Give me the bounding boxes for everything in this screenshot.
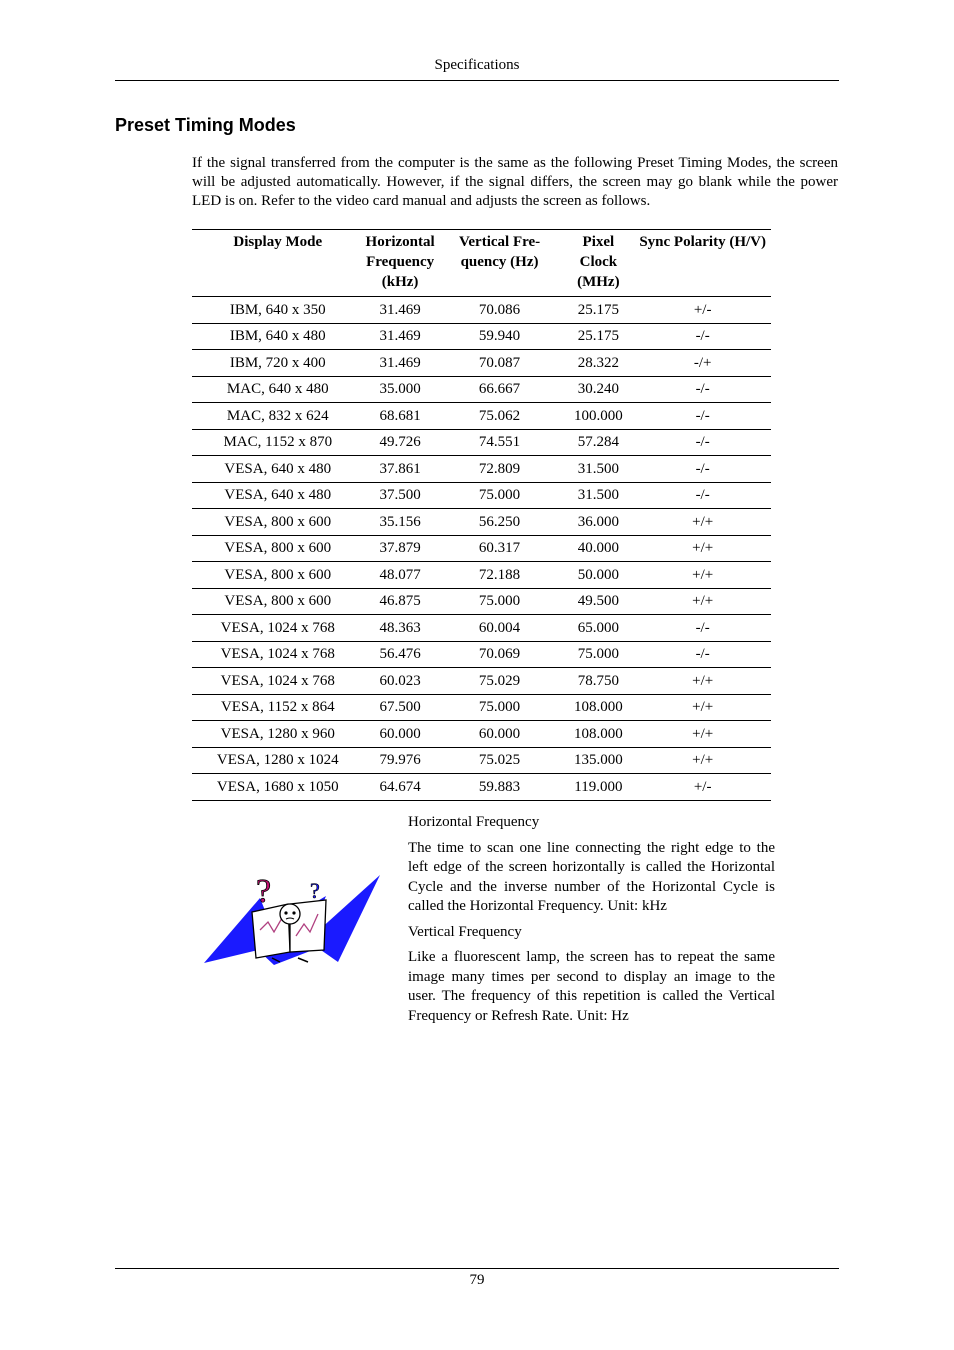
pixel-clock-cell: 40.000 xyxy=(562,535,634,562)
display-mode-cell: MAC, 832 x 624 xyxy=(192,403,364,430)
sync-polarity-cell: -/- xyxy=(634,615,771,642)
table-row xyxy=(192,774,771,801)
sync-polarity-cell: +/+ xyxy=(634,694,771,721)
horizontal-frequency-cell: 79.976 xyxy=(364,747,437,774)
pixel-clock-cell: 78.750 xyxy=(562,668,634,695)
display-mode-cell: IBM, 640 x 350 xyxy=(192,297,364,324)
sync-polarity-cell: -/- xyxy=(634,403,771,430)
pixel-clock-cell: 25.175 xyxy=(562,323,634,350)
table-row xyxy=(192,350,771,377)
horizontal-frequency-cell: 48.077 xyxy=(364,562,437,589)
header-horizontal-frequency: Horizontal Frequency (kHz) xyxy=(364,230,437,297)
horizontal-frequency-cell: 49.726 xyxy=(364,429,437,456)
sync-polarity-cell: +/+ xyxy=(634,535,771,562)
vertical-frequency-cell: 56.250 xyxy=(437,509,563,536)
sync-polarity-cell: -/+ xyxy=(634,350,771,377)
header-sync-polarity: Sync Polarity (H/V) xyxy=(634,230,771,297)
vertical-frequency-cell: 70.069 xyxy=(437,641,563,668)
display-mode-cell: VESA, 800 x 600 xyxy=(192,562,364,589)
sync-polarity-cell: +/- xyxy=(634,297,771,324)
vertical-frequency-cell: 66.667 xyxy=(437,376,563,403)
table-row xyxy=(192,641,771,668)
display-mode-cell: VESA, 800 x 600 xyxy=(192,535,364,562)
horizontal-frequency-cell: 64.674 xyxy=(364,774,437,801)
display-mode-cell: VESA, 1280 x 960 xyxy=(192,721,364,748)
vertical-frequency-cell: 70.086 xyxy=(437,297,563,324)
horizontal-frequency-cell: 37.879 xyxy=(364,535,437,562)
vertical-frequency-cell: 72.188 xyxy=(437,562,563,589)
page-number: 79 xyxy=(469,1272,485,1288)
intro-paragraph: If the signal transferred from the computer is the same as the following Preset Timing Modes, the screen will be adjusted automatically. However, if the signal differs, the screen may go blank while the power LED is on. Refer to the video card manual and adjusts the screen as follows. xyxy=(192,155,838,209)
header-vertical-frequency: Vertical Fre-quency (Hz) xyxy=(437,230,563,297)
header-pixel-clock: Pixel Clock (MHz) xyxy=(562,230,634,297)
horizontal-frequency-cell: 37.500 xyxy=(364,482,437,509)
sync-polarity-cell: -/- xyxy=(634,376,771,403)
display-mode-cell: MAC, 1152 x 870 xyxy=(192,429,364,456)
table-row xyxy=(192,403,771,430)
horizontal-frequency-cell: 46.875 xyxy=(364,588,437,615)
header-divider xyxy=(115,80,839,81)
pixel-clock-cell: 30.240 xyxy=(562,376,634,403)
table-row xyxy=(192,588,771,615)
table-body xyxy=(192,297,771,801)
table-row xyxy=(192,721,771,748)
preset-timing-table xyxy=(192,229,771,801)
vertical-frequency-cell: 60.000 xyxy=(437,721,563,748)
horizontal-frequency-cell: 67.500 xyxy=(364,694,437,721)
horizontal-frequency-cell: 31.469 xyxy=(364,350,437,377)
pixel-clock-cell: 100.000 xyxy=(562,403,634,430)
pixel-clock-cell: 108.000 xyxy=(562,721,634,748)
question-mark-large: ? xyxy=(256,873,272,910)
vertical-frequency-cell: 59.940 xyxy=(437,323,563,350)
horizontal-frequency-cell: 35.156 xyxy=(364,509,437,536)
running-header: Specifications xyxy=(434,57,520,73)
vertical-frequency-cell: 59.883 xyxy=(437,774,563,801)
table-row xyxy=(192,456,771,483)
pixel-clock-cell: 108.000 xyxy=(562,694,634,721)
table-header-row xyxy=(192,230,771,297)
display-mode-cell: VESA, 800 x 600 xyxy=(192,588,364,615)
sync-polarity-cell: -/- xyxy=(634,456,771,483)
table-row xyxy=(192,668,771,695)
pixel-clock-cell: 31.500 xyxy=(562,456,634,483)
horizontal-frequency-cell: 60.023 xyxy=(364,668,437,695)
question-mark-small: ? xyxy=(310,878,320,903)
table-row xyxy=(192,562,771,589)
footer-divider xyxy=(115,1268,839,1269)
pixel-clock-cell: 75.000 xyxy=(562,641,634,668)
sync-polarity-cell: +/+ xyxy=(634,747,771,774)
character-face xyxy=(280,904,300,924)
sync-polarity-cell: +/+ xyxy=(634,509,771,536)
vertical-frequency-cell: 60.317 xyxy=(437,535,563,562)
pixel-clock-cell: 36.000 xyxy=(562,509,634,536)
horizontal-frequency-cell: 35.000 xyxy=(364,376,437,403)
horizontal-frequency-cell: 56.476 xyxy=(364,641,437,668)
display-mode-cell: VESA, 1680 x 1050 xyxy=(192,774,364,801)
horizontal-frequency-text: The time to scan one line connecting the right edge to the left edge of the screen horizontally is called the Horizontal Cycle and the inverse number of the Horizontal Cycle is called the Horizontal Frequency. Unit: kHz xyxy=(408,839,775,914)
pixel-clock-cell: 31.500 xyxy=(562,482,634,509)
vertical-frequency-cell: 60.004 xyxy=(437,615,563,642)
sync-polarity-cell: +/+ xyxy=(634,562,771,589)
horizontal-frequency-cell: 60.000 xyxy=(364,721,437,748)
vertical-frequency-cell: 74.551 xyxy=(437,429,563,456)
horizontal-frequency-cell: 31.469 xyxy=(364,323,437,350)
section-title: Preset Timing Modes xyxy=(115,115,296,135)
vertical-frequency-cell: 75.000 xyxy=(437,694,563,721)
display-mode-cell: MAC, 640 x 480 xyxy=(192,376,364,403)
table-row xyxy=(192,482,771,509)
table-row xyxy=(192,323,771,350)
pixel-clock-cell: 57.284 xyxy=(562,429,634,456)
vertical-frequency-cell: 75.000 xyxy=(437,588,563,615)
sync-polarity-cell: -/- xyxy=(634,641,771,668)
display-mode-cell: VESA, 800 x 600 xyxy=(192,509,364,536)
pixel-clock-cell: 49.500 xyxy=(562,588,634,615)
display-mode-cell: VESA, 1152 x 864 xyxy=(192,694,364,721)
vertical-frequency-cell: 75.025 xyxy=(437,747,563,774)
display-mode-cell: VESA, 1024 x 768 xyxy=(192,615,364,642)
vertical-frequency-cell: 75.029 xyxy=(437,668,563,695)
display-mode-cell: IBM, 640 x 480 xyxy=(192,323,364,350)
sync-polarity-cell: +/+ xyxy=(634,588,771,615)
vertical-frequency-cell: 72.809 xyxy=(437,456,563,483)
character-eye-left xyxy=(284,911,287,914)
pixel-clock-cell: 65.000 xyxy=(562,615,634,642)
pixel-clock-cell: 28.322 xyxy=(562,350,634,377)
vertical-frequency-cell: 75.000 xyxy=(437,482,563,509)
vertical-frequency-text: Like a fluorescent lamp, the screen has to repeat the same image many times per second to display an image to the user. The frequency of this repetition is called the Vertical Frequency or Refresh Rate. Unit: Hz xyxy=(408,949,775,1024)
vertical-frequency-cell: 70.087 xyxy=(437,350,563,377)
display-mode-cell: IBM, 720 x 400 xyxy=(192,350,364,377)
sync-polarity-cell: -/- xyxy=(634,482,771,509)
horizontal-frequency-cell: 37.861 xyxy=(364,456,437,483)
horizontal-frequency-title: Horizontal Frequency xyxy=(408,814,540,830)
pixel-clock-cell: 135.000 xyxy=(562,747,634,774)
horizontal-frequency-cell: 68.681 xyxy=(364,403,437,430)
table-row xyxy=(192,429,771,456)
display-mode-cell: VESA, 640 x 480 xyxy=(192,482,364,509)
horizontal-frequency-cell: 31.469 xyxy=(364,297,437,324)
sync-polarity-cell: +/+ xyxy=(634,721,771,748)
display-mode-cell: VESA, 640 x 480 xyxy=(192,456,364,483)
sync-polarity-cell: -/- xyxy=(634,323,771,350)
table-row xyxy=(192,535,771,562)
sync-polarity-cell: +/+ xyxy=(634,668,771,695)
horizontal-frequency-cell: 48.363 xyxy=(364,615,437,642)
table-row xyxy=(192,615,771,642)
display-mode-cell: VESA, 1280 x 1024 xyxy=(192,747,364,774)
display-mode-cell: VESA, 1024 x 768 xyxy=(192,641,364,668)
pixel-clock-cell: 50.000 xyxy=(562,562,634,589)
character-eye-right xyxy=(292,911,295,914)
frequency-notes xyxy=(408,813,775,1032)
confused-book-character-icon xyxy=(200,870,385,970)
table-row xyxy=(192,297,771,324)
table-row xyxy=(192,747,771,774)
pixel-clock-cell: 25.175 xyxy=(562,297,634,324)
pixel-clock-cell: 119.000 xyxy=(562,774,634,801)
table-row xyxy=(192,376,771,403)
header-display-mode: Display Mode xyxy=(192,230,364,297)
sync-polarity-cell: +/- xyxy=(634,774,771,801)
display-mode-cell: VESA, 1024 x 768 xyxy=(192,668,364,695)
table-row xyxy=(192,509,771,536)
vertical-frequency-title: Vertical Frequency xyxy=(408,923,522,940)
vertical-frequency-cell: 75.062 xyxy=(437,403,563,430)
sync-polarity-cell: -/- xyxy=(634,429,771,456)
table-row xyxy=(192,694,771,721)
